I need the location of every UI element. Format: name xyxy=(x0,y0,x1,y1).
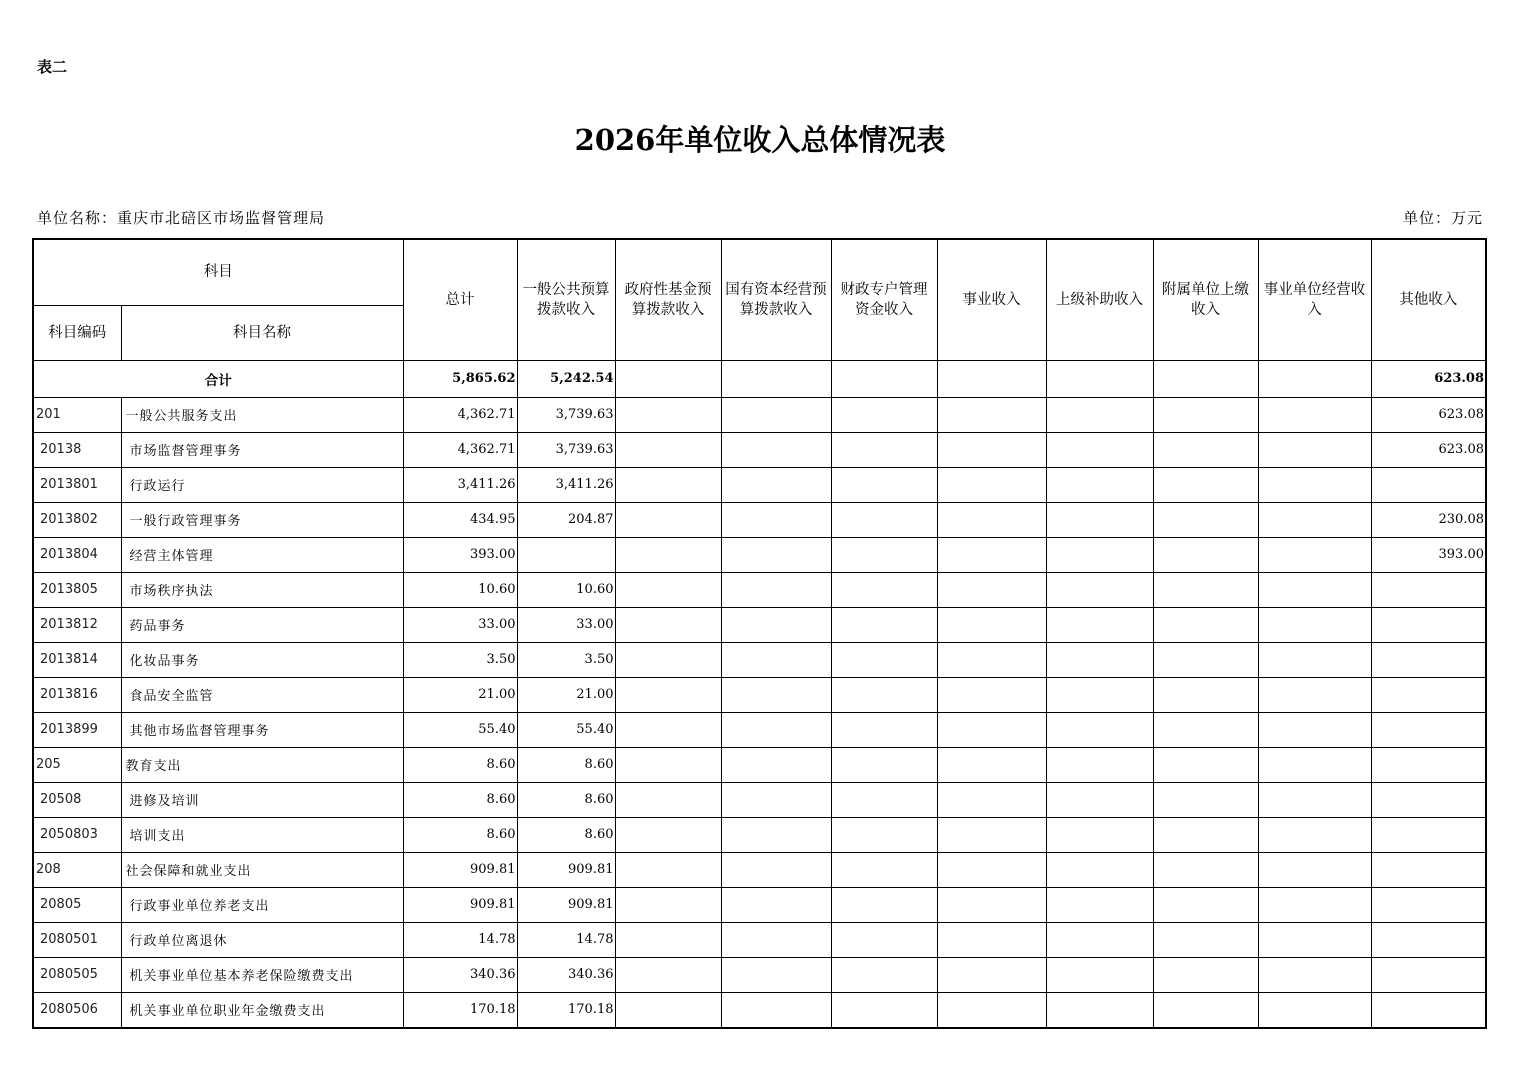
table-row xyxy=(33,922,1486,957)
amount-cell xyxy=(1153,782,1258,817)
amount-cell xyxy=(1258,887,1371,922)
total-row xyxy=(33,360,1486,397)
amount-cell xyxy=(937,957,1046,992)
amount-cell xyxy=(1046,712,1153,747)
subject-name: 药品事务 xyxy=(121,607,403,642)
amount-cell xyxy=(1153,992,1258,1028)
table-row xyxy=(33,852,1486,887)
amount-cell: 33.00 xyxy=(517,607,615,642)
amount-cell: 3,411.26 xyxy=(517,467,615,502)
amount-cell xyxy=(831,607,937,642)
subject-code: 20138 xyxy=(33,432,121,467)
amount-cell xyxy=(1153,852,1258,887)
amount-cell xyxy=(937,642,1046,677)
amount-cell xyxy=(1046,747,1153,782)
amount-cell: 230.08 xyxy=(1371,502,1486,537)
amount-cell xyxy=(937,887,1046,922)
amount-cell xyxy=(721,467,831,502)
amount-cell xyxy=(1258,747,1371,782)
amount-cell xyxy=(831,467,937,502)
amount-cell xyxy=(721,887,831,922)
amount-cell xyxy=(615,712,721,747)
amount-cell xyxy=(831,852,937,887)
subject-code: 20508 xyxy=(33,782,121,817)
total-label: 合计 xyxy=(33,360,403,397)
amount-cell: 21.00 xyxy=(403,677,517,712)
amount-cell xyxy=(1258,467,1371,502)
amount-cell: 340.36 xyxy=(517,957,615,992)
amount-cell xyxy=(721,922,831,957)
amount-cell xyxy=(615,397,721,432)
amount-cell xyxy=(721,817,831,852)
amount-cell xyxy=(1371,782,1486,817)
amount-cell xyxy=(1046,397,1153,432)
total-value xyxy=(721,360,831,397)
table-row xyxy=(33,887,1486,922)
amount-cell xyxy=(721,957,831,992)
amount-cell xyxy=(831,397,937,432)
column-header: 一般公共预算拨款收入 xyxy=(517,239,615,360)
amount-cell: 8.60 xyxy=(517,747,615,782)
amount-cell xyxy=(831,642,937,677)
amount-cell xyxy=(615,957,721,992)
amount-cell xyxy=(721,782,831,817)
column-header: 其他收入 xyxy=(1371,239,1486,360)
amount-cell xyxy=(615,432,721,467)
subject-name: 化妆品事务 xyxy=(121,642,403,677)
table-row xyxy=(33,677,1486,712)
subject-header: 科目 xyxy=(33,239,403,305)
amount-cell: 909.81 xyxy=(403,852,517,887)
amount-cell xyxy=(1258,537,1371,572)
amount-cell xyxy=(1046,922,1153,957)
amount-cell xyxy=(1371,607,1486,642)
amount-cell: 909.81 xyxy=(403,887,517,922)
amount-cell xyxy=(1371,712,1486,747)
amount-cell xyxy=(1371,817,1486,852)
amount-cell xyxy=(1371,747,1486,782)
subject-name: 其他市场监督管理事务 xyxy=(121,712,403,747)
amount-cell xyxy=(721,572,831,607)
amount-cell xyxy=(1046,817,1153,852)
page-title: 2026年单位收入总体情况表 xyxy=(574,123,946,157)
total-value xyxy=(615,360,721,397)
amount-cell xyxy=(1371,677,1486,712)
amount-cell xyxy=(1046,992,1153,1028)
subject-name: 行政事业单位养老支出 xyxy=(121,887,403,922)
amount-cell: 3,739.63 xyxy=(517,397,615,432)
amount-cell xyxy=(1046,852,1153,887)
column-header: 事业收入 xyxy=(937,239,1046,360)
total-value xyxy=(937,360,1046,397)
amount-cell xyxy=(1046,607,1153,642)
subject-code: 2080506 xyxy=(33,992,121,1028)
amount-cell xyxy=(1258,782,1371,817)
amount-cell xyxy=(937,817,1046,852)
table-row xyxy=(33,397,1486,432)
amount-cell xyxy=(615,677,721,712)
amount-cell: 14.78 xyxy=(517,922,615,957)
amount-cell: 33.00 xyxy=(403,607,517,642)
column-header: 总计 xyxy=(403,239,517,360)
subject-name: 社会保障和就业支出 xyxy=(121,852,403,887)
unit-name-label: 单位名称：重庆市北碚区市场监督管理局 xyxy=(37,209,326,227)
amount-cell: 8.60 xyxy=(403,782,517,817)
amount-cell: 3.50 xyxy=(517,642,615,677)
amount-cell xyxy=(831,782,937,817)
subject-code: 2050803 xyxy=(33,817,121,852)
table-row xyxy=(33,992,1486,1028)
amount-cell xyxy=(937,467,1046,502)
amount-cell xyxy=(1153,537,1258,572)
subject-name: 行政运行 xyxy=(121,467,403,502)
amount-cell xyxy=(1153,677,1258,712)
amount-cell xyxy=(615,537,721,572)
amount-cell: 623.08 xyxy=(1371,397,1486,432)
total-value xyxy=(1258,360,1371,397)
amount-cell xyxy=(1153,747,1258,782)
amount-cell xyxy=(721,712,831,747)
table-row xyxy=(33,782,1486,817)
name-header: 科目名称 xyxy=(121,305,403,360)
amount-cell xyxy=(1258,607,1371,642)
amount-cell xyxy=(1046,677,1153,712)
amount-cell xyxy=(1371,957,1486,992)
table-row xyxy=(33,957,1486,992)
amount-cell: 3.50 xyxy=(403,642,517,677)
amount-cell xyxy=(1371,992,1486,1028)
amount-cell xyxy=(937,607,1046,642)
subject-name: 培训支出 xyxy=(121,817,403,852)
amount-cell xyxy=(831,432,937,467)
amount-cell xyxy=(1258,922,1371,957)
amount-cell: 204.87 xyxy=(517,502,615,537)
amount-cell xyxy=(1153,922,1258,957)
amount-cell xyxy=(1371,467,1486,502)
table-row xyxy=(33,432,1486,467)
table-number: 表二 xyxy=(37,58,68,76)
amount-cell: 10.60 xyxy=(517,572,615,607)
amount-cell xyxy=(1153,467,1258,502)
amount-cell xyxy=(1258,677,1371,712)
amount-cell xyxy=(1258,852,1371,887)
amount-cell: 55.40 xyxy=(403,712,517,747)
subject-name: 行政单位离退休 xyxy=(121,922,403,957)
amount-cell: 10.60 xyxy=(403,572,517,607)
amount-cell xyxy=(937,677,1046,712)
amount-cell xyxy=(831,537,937,572)
subject-code: 2080505 xyxy=(33,957,121,992)
amount-cell xyxy=(1371,572,1486,607)
amount-cell xyxy=(1046,887,1153,922)
amount-cell xyxy=(831,572,937,607)
table-row xyxy=(33,712,1486,747)
amount-cell xyxy=(615,642,721,677)
amount-cell xyxy=(1046,642,1153,677)
subject-code: 2013801 xyxy=(33,467,121,502)
total-value xyxy=(831,360,937,397)
amount-cell xyxy=(1153,957,1258,992)
amount-cell xyxy=(937,922,1046,957)
subject-name: 一般行政管理事务 xyxy=(121,502,403,537)
amount-cell xyxy=(721,852,831,887)
subject-name: 食品安全监管 xyxy=(121,677,403,712)
amount-cell: 8.60 xyxy=(403,747,517,782)
amount-cell xyxy=(615,747,721,782)
subject-code: 2013816 xyxy=(33,677,121,712)
amount-cell xyxy=(615,607,721,642)
amount-cell xyxy=(1258,992,1371,1028)
amount-cell xyxy=(721,432,831,467)
amount-cell xyxy=(1153,432,1258,467)
table-row xyxy=(33,747,1486,782)
amount-cell: 340.36 xyxy=(403,957,517,992)
amount-cell xyxy=(1258,432,1371,467)
amount-cell xyxy=(721,992,831,1028)
column-header: 政府性基金预算拨款收入 xyxy=(615,239,721,360)
amount-cell xyxy=(1046,957,1153,992)
amount-cell xyxy=(721,642,831,677)
income-table xyxy=(32,238,1487,1029)
amount-cell: 434.95 xyxy=(403,502,517,537)
amount-cell xyxy=(615,782,721,817)
subject-code: 2013814 xyxy=(33,642,121,677)
amount-cell xyxy=(1046,782,1153,817)
amount-cell xyxy=(831,502,937,537)
subject-name: 经营主体管理 xyxy=(121,537,403,572)
subject-name: 一般公共服务支出 xyxy=(121,397,403,432)
amount-cell xyxy=(1153,397,1258,432)
subject-code: 2013804 xyxy=(33,537,121,572)
amount-cell xyxy=(1046,502,1153,537)
amount-cell: 3,739.63 xyxy=(517,432,615,467)
amount-cell xyxy=(721,607,831,642)
amount-cell: 8.60 xyxy=(517,817,615,852)
amount-cell xyxy=(615,887,721,922)
amount-cell xyxy=(831,887,937,922)
amount-cell xyxy=(1153,712,1258,747)
amount-cell: 170.18 xyxy=(403,992,517,1028)
amount-cell xyxy=(937,432,1046,467)
table-row xyxy=(33,572,1486,607)
amount-cell xyxy=(1371,852,1486,887)
total-value: 5,865.62 xyxy=(403,360,517,397)
code-header: 科目编码 xyxy=(33,305,121,360)
amount-cell: 4,362.71 xyxy=(403,432,517,467)
amount-cell xyxy=(1258,397,1371,432)
amount-cell xyxy=(937,852,1046,887)
subject-code: 205 xyxy=(33,747,121,782)
amount-cell: 393.00 xyxy=(1371,537,1486,572)
amount-cell xyxy=(1153,502,1258,537)
subject-code: 201 xyxy=(33,397,121,432)
subject-code: 2013805 xyxy=(33,572,121,607)
subject-code: 20805 xyxy=(33,887,121,922)
amount-cell xyxy=(937,502,1046,537)
amount-cell xyxy=(831,992,937,1028)
amount-cell: 393.00 xyxy=(403,537,517,572)
amount-cell xyxy=(1153,572,1258,607)
amount-cell xyxy=(517,537,615,572)
amount-cell xyxy=(615,922,721,957)
amount-cell xyxy=(1258,712,1371,747)
amount-cell xyxy=(1046,432,1153,467)
subject-code: 2013812 xyxy=(33,607,121,642)
table-row xyxy=(33,467,1486,502)
amount-cell xyxy=(615,852,721,887)
column-header: 附属单位上缴收入 xyxy=(1153,239,1258,360)
amount-cell xyxy=(937,572,1046,607)
amount-cell: 3,411.26 xyxy=(403,467,517,502)
subject-code: 2013802 xyxy=(33,502,121,537)
amount-cell xyxy=(721,537,831,572)
amount-cell xyxy=(1046,467,1153,502)
amount-cell xyxy=(1153,817,1258,852)
amount-cell xyxy=(1046,537,1153,572)
subject-name: 市场秩序执法 xyxy=(121,572,403,607)
amount-cell xyxy=(1153,642,1258,677)
amount-cell: 8.60 xyxy=(403,817,517,852)
amount-cell: 170.18 xyxy=(517,992,615,1028)
amount-cell xyxy=(831,712,937,747)
amount-cell xyxy=(1371,922,1486,957)
amount-cell: 623.08 xyxy=(1371,432,1486,467)
amount-cell: 909.81 xyxy=(517,887,615,922)
subject-name: 市场监督管理事务 xyxy=(121,432,403,467)
amount-cell xyxy=(1371,887,1486,922)
subject-name: 教育支出 xyxy=(121,747,403,782)
column-header: 事业单位经营收入 xyxy=(1258,239,1371,360)
amount-cell xyxy=(615,992,721,1028)
table-row xyxy=(33,817,1486,852)
currency-unit-label: 单位：万元 xyxy=(1402,209,1483,227)
amount-cell: 55.40 xyxy=(517,712,615,747)
amount-cell xyxy=(1046,572,1153,607)
subject-code: 2013899 xyxy=(33,712,121,747)
column-header: 财政专户管理资金收入 xyxy=(831,239,937,360)
amount-cell xyxy=(721,677,831,712)
amount-cell xyxy=(937,397,1046,432)
amount-cell xyxy=(1258,642,1371,677)
amount-cell xyxy=(615,502,721,537)
amount-cell xyxy=(1371,642,1486,677)
amount-cell: 909.81 xyxy=(517,852,615,887)
subject-code: 208 xyxy=(33,852,121,887)
table-row xyxy=(33,642,1486,677)
table-row xyxy=(33,502,1486,537)
amount-cell xyxy=(937,537,1046,572)
subject-name: 机关事业单位基本养老保险缴费支出 xyxy=(121,957,403,992)
amount-cell xyxy=(831,677,937,712)
amount-cell xyxy=(721,397,831,432)
amount-cell: 21.00 xyxy=(517,677,615,712)
amount-cell xyxy=(937,712,1046,747)
amount-cell xyxy=(615,467,721,502)
total-value: 5,242.54 xyxy=(517,360,615,397)
amount-cell xyxy=(721,747,831,782)
total-value xyxy=(1153,360,1258,397)
amount-cell xyxy=(831,957,937,992)
table-row xyxy=(33,537,1486,572)
amount-cell xyxy=(1258,957,1371,992)
amount-cell xyxy=(615,572,721,607)
amount-cell: 14.78 xyxy=(403,922,517,957)
total-value: 623.08 xyxy=(1371,360,1486,397)
column-header: 上级补助收入 xyxy=(1046,239,1153,360)
amount-cell: 4,362.71 xyxy=(403,397,517,432)
amount-cell xyxy=(831,922,937,957)
subject-name: 进修及培训 xyxy=(121,782,403,817)
amount-cell xyxy=(1258,502,1371,537)
subject-name: 机关事业单位职业年金缴费支出 xyxy=(121,992,403,1028)
amount-cell xyxy=(721,502,831,537)
amount-cell xyxy=(937,782,1046,817)
table-row xyxy=(33,607,1486,642)
amount-cell xyxy=(1258,572,1371,607)
amount-cell xyxy=(615,817,721,852)
amount-cell xyxy=(937,747,1046,782)
amount-cell xyxy=(937,992,1046,1028)
amount-cell: 8.60 xyxy=(517,782,615,817)
amount-cell xyxy=(1258,817,1371,852)
amount-cell xyxy=(831,747,937,782)
amount-cell xyxy=(1153,887,1258,922)
column-header: 国有资本经营预算拨款收入 xyxy=(721,239,831,360)
amount-cell xyxy=(831,817,937,852)
amount-cell xyxy=(1153,607,1258,642)
subject-code: 2080501 xyxy=(33,922,121,957)
total-value xyxy=(1046,360,1153,397)
